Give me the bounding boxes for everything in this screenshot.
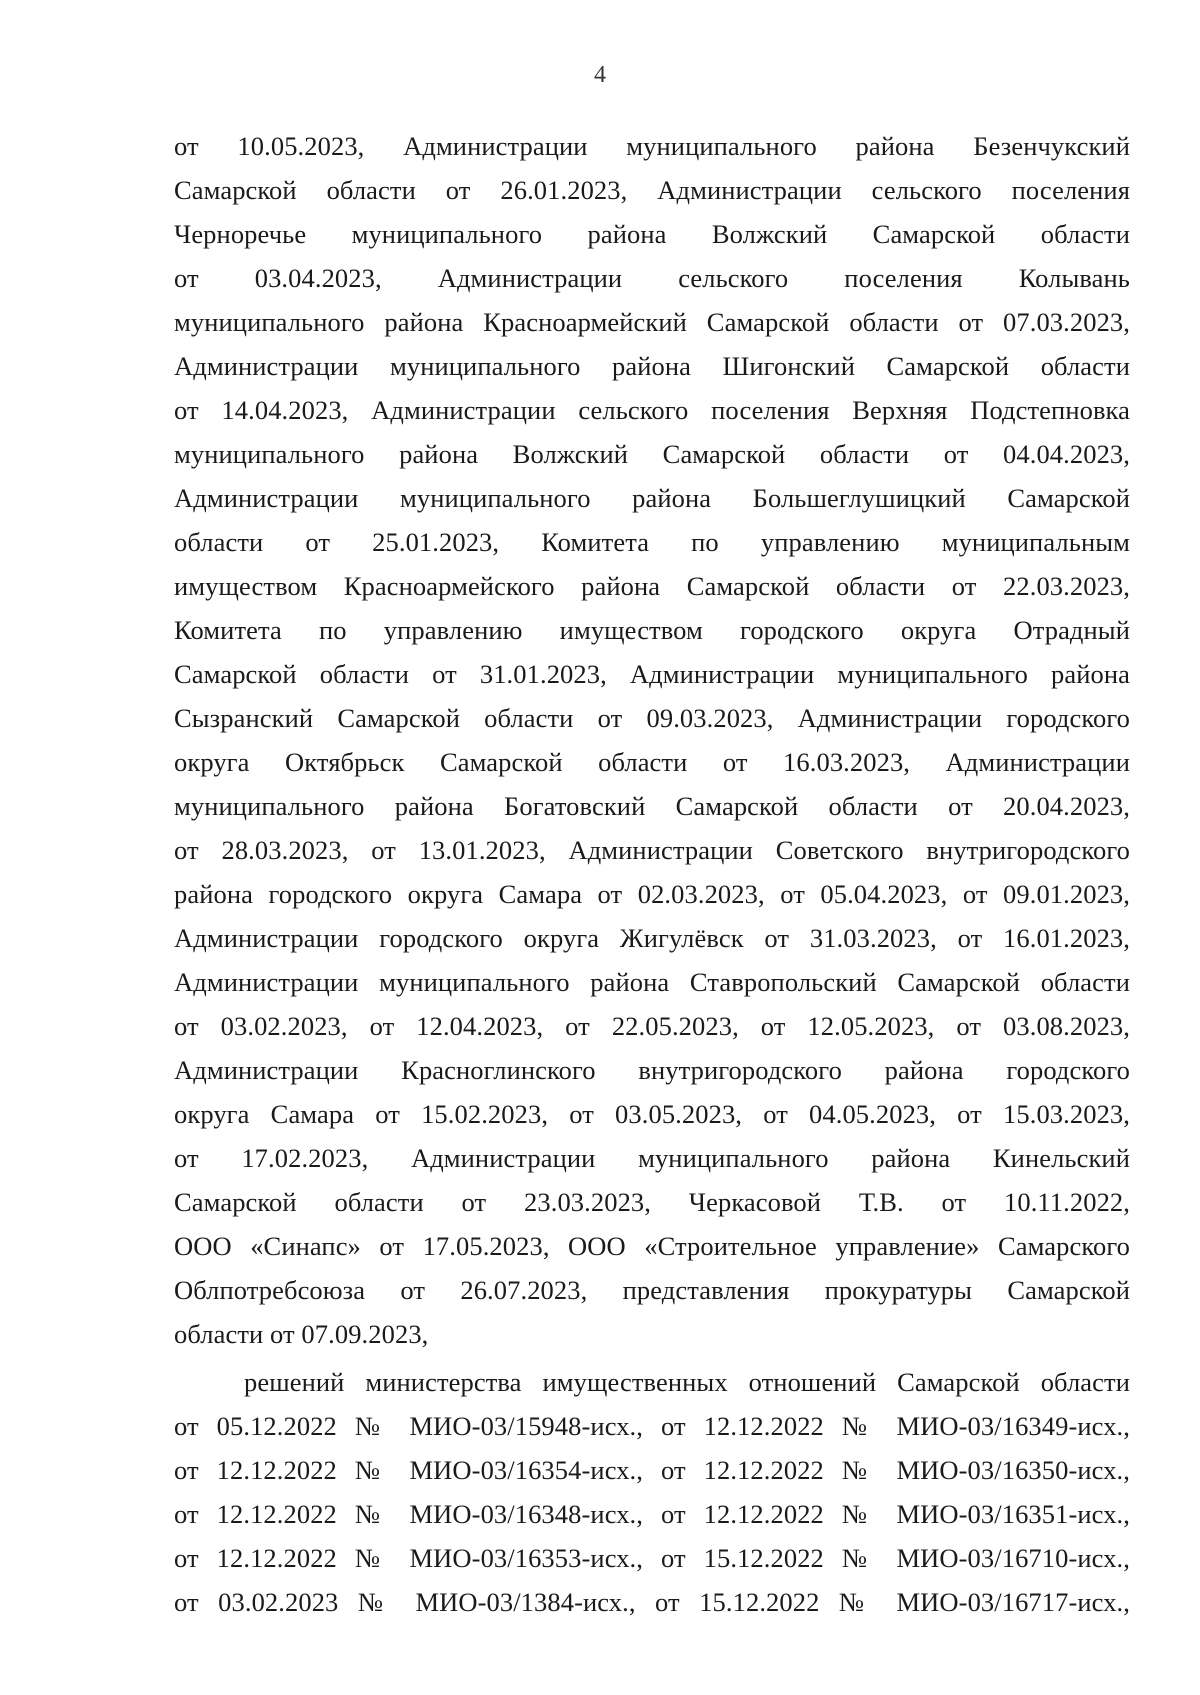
text-line: Самарской области от 26.01.2023, Администрации сельского поселения bbox=[174, 175, 1130, 205]
text-line: Администрации муниципального района Шигонский Самарской области bbox=[174, 351, 1130, 381]
text-line: от 03.02.2023, от 12.04.2023, от 22.05.2023, от 12.05.2023, от 03.08.2023, bbox=[174, 1011, 1130, 1041]
text-line: Сызранский Самарской области от 09.03.2023, Администрации городского bbox=[174, 703, 1130, 733]
text-line: Администрации муниципального района Большеглушицкий Самарской bbox=[174, 483, 1130, 513]
text-line: от 14.04.2023, Администрации сельского поселения Верхняя Подстепновка bbox=[174, 395, 1130, 425]
text-line: округа Октябрьск Самарской области от 16.03.2023, Администрации bbox=[174, 747, 1130, 777]
text-line: Администрации городского округа Жигулёвск от 31.03.2023, от 16.01.2023, bbox=[174, 923, 1130, 953]
text-line: Самарской области от 23.03.2023, Черкасовой Т.В. от 10.11.2022, bbox=[174, 1187, 1130, 1217]
text-line: области от 25.01.2023, Комитета по управлению муниципальным bbox=[174, 527, 1130, 557]
text-line: имуществом Красноармейского района Самарской области от 22.03.2023, bbox=[174, 571, 1130, 601]
text-line: Черноречье муниципального района Волжский Самарской области bbox=[174, 219, 1130, 249]
text-line: области от 07.09.2023, bbox=[174, 1319, 429, 1349]
page-number: 4 bbox=[594, 62, 606, 88]
text-line: решений министерства имущественных отношений Самарской области bbox=[244, 1367, 1130, 1397]
text-line: района городского округа Самара от 02.03.2023, от 05.04.2023, от 09.01.2023, bbox=[174, 879, 1130, 909]
text-line: от 03.02.2023 № МИО-03/1384-исх., от 15.12.2022 № МИО-03/16717-исх., bbox=[174, 1587, 1130, 1617]
text-line: от 05.12.2022 № МИО-03/15948-исх., от 12.12.2022 № МИО-03/16349-исх., bbox=[174, 1411, 1130, 1441]
text-line: Администрации Красноглинского внутригородского района городского bbox=[174, 1055, 1130, 1085]
text-line: от 12.12.2022 № МИО-03/16348-исх., от 12.12.2022 № МИО-03/16351-исх., bbox=[174, 1499, 1130, 1529]
text-line: Администрации муниципального района Ставропольский Самарской области bbox=[174, 967, 1130, 997]
text-line: Облпотребсоюза от 26.07.2023, представления прокуратуры Самарской bbox=[174, 1275, 1130, 1305]
text-line: муниципального района Волжский Самарской области от 04.04.2023, bbox=[174, 439, 1130, 469]
body-paragraph-2 bbox=[174, 1360, 1130, 1624]
text-line: от 10.05.2023, Администрации муниципального района Безенчукский bbox=[174, 131, 1130, 161]
text-line: округа Самара от 15.02.2023, от 03.05.2023, от 04.05.2023, от 15.03.2023, bbox=[174, 1099, 1130, 1129]
body-paragraph-1 bbox=[174, 124, 1130, 1356]
text-line: муниципального района Богатовский Самарской области от 20.04.2023, bbox=[174, 791, 1130, 821]
text-line: от 17.02.2023, Администрации муниципального района Кинельский bbox=[174, 1143, 1130, 1173]
text-line: ООО «Синапс» от 17.05.2023, ООО «Строительное управление» Самарского bbox=[174, 1231, 1130, 1261]
text-line: муниципального района Красноармейский Самарской области от 07.03.2023, bbox=[174, 307, 1130, 337]
text-line: от 28.03.2023, от 13.01.2023, Администрации Советского внутригородского bbox=[174, 835, 1130, 865]
text-line: от 12.12.2022 № МИО-03/16354-исх., от 12.12.2022 № МИО-03/16350-исх., bbox=[174, 1455, 1130, 1485]
text-line: от 12.12.2022 № МИО-03/16353-исх., от 15.12.2022 № МИО-03/16710-исх., bbox=[174, 1543, 1130, 1573]
text-line: Самарской области от 31.01.2023, Администрации муниципального района bbox=[174, 659, 1130, 689]
text-line: Комитета по управлению имуществом городского округа Отрадный bbox=[174, 615, 1130, 645]
text-line: от 03.04.2023, Администрации сельского поселения Колывань bbox=[174, 263, 1130, 293]
